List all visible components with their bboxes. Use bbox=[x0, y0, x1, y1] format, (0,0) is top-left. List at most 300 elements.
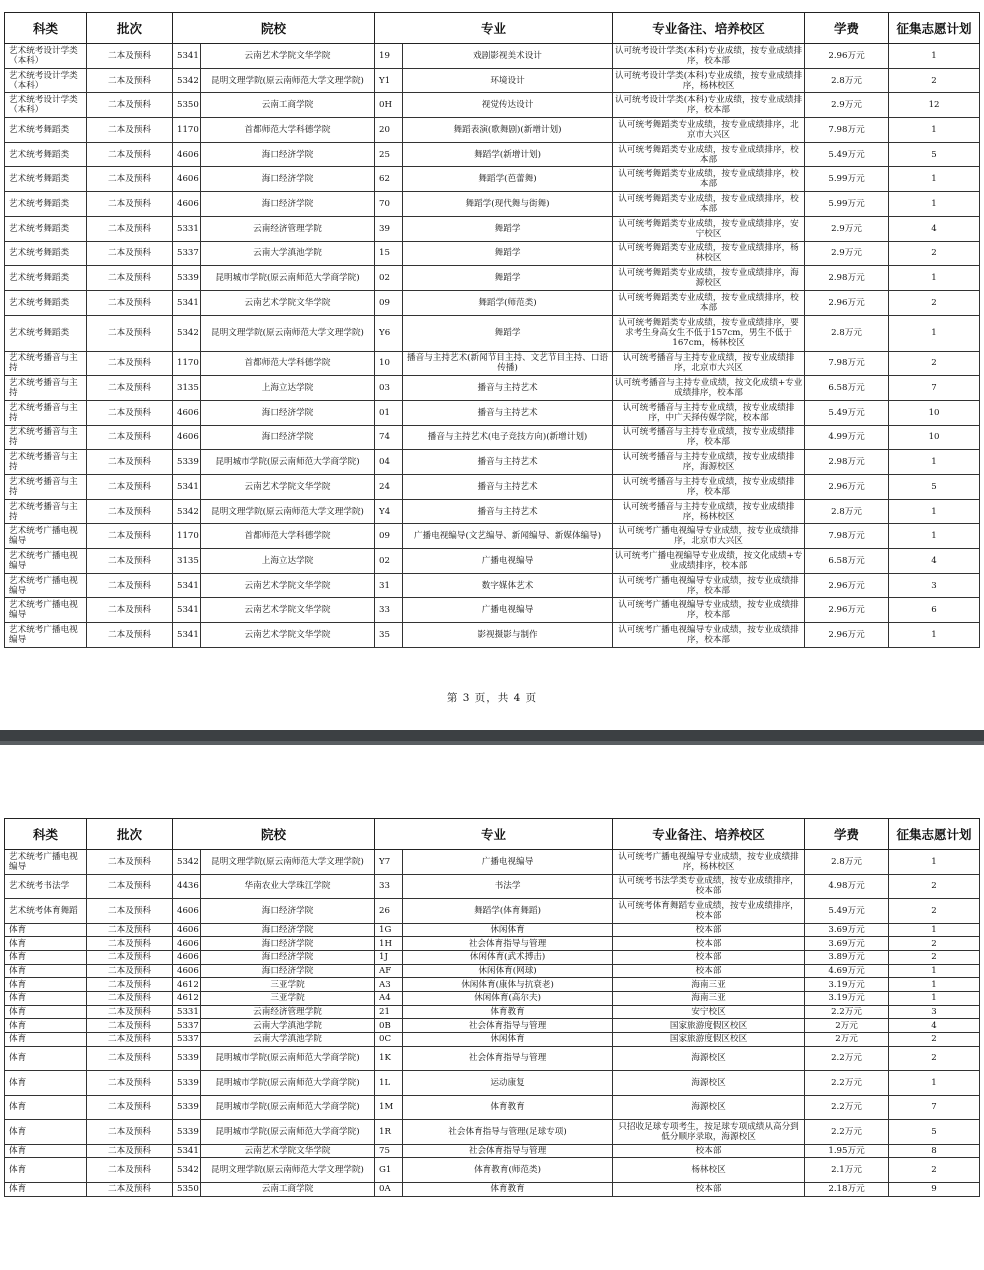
school-code-cell: 5341 bbox=[173, 598, 201, 623]
table-row bbox=[5, 44, 980, 69]
school-name-cell: 昆明城市学院(原云南师范大学商学院) bbox=[201, 1071, 375, 1096]
school-code-cell: 5339 bbox=[173, 1120, 201, 1145]
batch-cell: 二本及预科 bbox=[87, 1182, 173, 1196]
batch-cell: 二本及预科 bbox=[87, 1095, 173, 1120]
note-cell: 认可统考舞蹈类专业成绩，按专业成绩排序，校本部 bbox=[613, 192, 805, 217]
school-code-cell: 5341 bbox=[173, 290, 201, 315]
header-note: 专业备注、培养校区 bbox=[613, 13, 805, 44]
school-name-cell: 首都师范大学科德学院 bbox=[201, 524, 375, 549]
major-code-cell: 10 bbox=[375, 351, 403, 376]
school-name-cell: 海口经济学院 bbox=[201, 167, 375, 192]
batch-cell: 二本及预科 bbox=[87, 118, 173, 143]
table-row bbox=[5, 425, 980, 450]
major-code-cell: 1R bbox=[375, 1120, 403, 1145]
note-cell: 认可统考设计学类(本科)专业成绩，按专业成绩排序，校本部 bbox=[613, 93, 805, 118]
fee-cell: 2.96万元 bbox=[805, 623, 889, 648]
school-code-cell: 5339 bbox=[173, 266, 201, 291]
batch-cell: 二本及预科 bbox=[87, 142, 173, 167]
school-name-cell: 云南艺术学院文华学院 bbox=[201, 1144, 375, 1158]
major-name-cell: 舞蹈学 bbox=[403, 216, 613, 241]
plan-cell: 2 bbox=[889, 1033, 980, 1047]
major-code-cell: 75 bbox=[375, 1144, 403, 1158]
plan-cell: 5 bbox=[889, 142, 980, 167]
fee-cell: 3.19万元 bbox=[805, 978, 889, 992]
table-row bbox=[5, 573, 980, 598]
school-name-cell: 华南农业大学珠江学院 bbox=[201, 874, 375, 899]
table-row bbox=[5, 549, 980, 574]
plan-cell: 7 bbox=[889, 1095, 980, 1120]
major-name-cell: 舞蹈学(现代舞与街舞) bbox=[403, 192, 613, 217]
table-row bbox=[5, 1005, 980, 1019]
table-row bbox=[5, 192, 980, 217]
note-cell: 认可统考舞蹈类专业成绩，按专业成绩排序，杨林校区 bbox=[613, 241, 805, 266]
school-name-cell: 云南艺术学院文华学院 bbox=[201, 290, 375, 315]
batch-cell: 二本及预科 bbox=[87, 216, 173, 241]
school-name-cell: 云南经济管理学院 bbox=[201, 216, 375, 241]
note-cell: 校本部 bbox=[613, 923, 805, 937]
subject-cell: 艺术统考广播电视编导 bbox=[5, 549, 87, 574]
batch-cell: 二本及预科 bbox=[87, 450, 173, 475]
table-row bbox=[5, 524, 980, 549]
header-fee: 学费 bbox=[805, 13, 889, 44]
school-name-cell: 首都师范大学科德学院 bbox=[201, 118, 375, 143]
fee-cell: 2.96万元 bbox=[805, 475, 889, 500]
major-name-cell: 播音与主持艺术 bbox=[403, 499, 613, 524]
major-name-cell: 休闲体育 bbox=[403, 1033, 613, 1047]
plan-cell: 2 bbox=[889, 290, 980, 315]
major-name-cell: 体育教育 bbox=[403, 1095, 613, 1120]
subject-cell: 体育 bbox=[5, 1144, 87, 1158]
school-code-cell: 4606 bbox=[173, 899, 201, 924]
school-code-cell: 4606 bbox=[173, 950, 201, 964]
batch-cell: 二本及预科 bbox=[87, 266, 173, 291]
fee-cell: 2.96万元 bbox=[805, 44, 889, 69]
major-name-cell: 舞蹈学(体育舞蹈) bbox=[403, 899, 613, 924]
school-name-cell: 海口经济学院 bbox=[201, 899, 375, 924]
batch-cell: 二本及预科 bbox=[87, 950, 173, 964]
subject-cell: 艺术统考舞蹈类 bbox=[5, 167, 87, 192]
table-row bbox=[5, 923, 980, 937]
fee-cell: 7.98万元 bbox=[805, 524, 889, 549]
table-row bbox=[5, 964, 980, 978]
note-cell: 认可统考舞蹈类专业成绩，按专业成绩排序，安宁校区 bbox=[613, 216, 805, 241]
major-name-cell: 广播电视编导 bbox=[403, 549, 613, 574]
header-subject: 科类 bbox=[5, 819, 87, 850]
major-name-cell: 社会体育指导与管理 bbox=[403, 1046, 613, 1071]
plan-cell: 2 bbox=[889, 899, 980, 924]
note-cell: 认可统考设计学类(本科)专业成绩，按专业成绩排序，杨林校区 bbox=[613, 68, 805, 93]
school-code-cell: 4606 bbox=[173, 923, 201, 937]
school-code-cell: 5339 bbox=[173, 1071, 201, 1096]
fee-cell: 6.58万元 bbox=[805, 376, 889, 401]
school-code-cell: 5350 bbox=[173, 1182, 201, 1196]
plan-cell: 1 bbox=[889, 991, 980, 1005]
subject-cell: 体育 bbox=[5, 1033, 87, 1047]
major-code-cell: 0H bbox=[375, 93, 403, 118]
plan-cell: 1 bbox=[889, 499, 980, 524]
note-cell: 认可统考播音与主持专业成绩，按专业成绩排序，北京市大兴区 bbox=[613, 351, 805, 376]
school-name-cell: 三亚学院 bbox=[201, 978, 375, 992]
note-cell: 认可统考舞蹈类专业成绩，按专业成绩排序，海源校区 bbox=[613, 266, 805, 291]
major-code-cell: 74 bbox=[375, 425, 403, 450]
major-name-cell: 舞蹈学 bbox=[403, 241, 613, 266]
batch-cell: 二本及预科 bbox=[87, 937, 173, 951]
subject-cell: 艺术统考播音与主持 bbox=[5, 400, 87, 425]
subject-cell: 艺术统考广播电视编导 bbox=[5, 850, 87, 875]
subject-cell: 艺术统考舞蹈类 bbox=[5, 118, 87, 143]
fee-cell: 7.98万元 bbox=[805, 118, 889, 143]
note-cell: 认可统考舞蹈类专业成绩，按专业成绩排序，要求考生身高女生不低于157cm，男生不低于167cm，杨林校区 bbox=[613, 315, 805, 351]
plan-cell: 1 bbox=[889, 167, 980, 192]
fee-cell: 2.96万元 bbox=[805, 290, 889, 315]
table-row bbox=[5, 1046, 980, 1071]
plan-cell: 1 bbox=[889, 192, 980, 217]
school-code-cell: 5339 bbox=[173, 450, 201, 475]
major-name-cell: 戏剧影视美术设计 bbox=[403, 44, 613, 69]
batch-cell: 二本及预科 bbox=[87, 1046, 173, 1071]
major-name-cell: 休闲体育(康体与抗衰老) bbox=[403, 978, 613, 992]
table-row bbox=[5, 950, 980, 964]
major-code-cell: 02 bbox=[375, 549, 403, 574]
note-cell: 安宁校区 bbox=[613, 1005, 805, 1019]
school-code-cell: 4606 bbox=[173, 964, 201, 978]
table-row bbox=[5, 450, 980, 475]
table-row bbox=[5, 68, 980, 93]
school-code-cell: 5337 bbox=[173, 241, 201, 266]
major-code-cell: A4 bbox=[375, 991, 403, 1005]
major-code-cell: 02 bbox=[375, 266, 403, 291]
major-code-cell: 33 bbox=[375, 874, 403, 899]
subject-cell: 艺术统考舞蹈类 bbox=[5, 315, 87, 351]
batch-cell: 二本及预科 bbox=[87, 573, 173, 598]
school-code-cell: 5341 bbox=[173, 573, 201, 598]
page-number: 第 3 页，共 4 页 bbox=[446, 692, 538, 704]
plan-cell: 4 bbox=[889, 1019, 980, 1033]
plan-cell: 1 bbox=[889, 118, 980, 143]
school-code-cell: 5341 bbox=[173, 475, 201, 500]
plan-cell: 10 bbox=[889, 400, 980, 425]
major-name-cell: 影视摄影与制作 bbox=[403, 623, 613, 648]
table-row bbox=[5, 899, 980, 924]
school-name-cell: 昆明城市学院(原云南师范大学商学院) bbox=[201, 450, 375, 475]
fee-cell: 2.2万元 bbox=[805, 1005, 889, 1019]
school-name-cell: 首都师范大学科德学院 bbox=[201, 351, 375, 376]
major-code-cell: 0A bbox=[375, 1182, 403, 1196]
plan-cell: 3 bbox=[889, 1005, 980, 1019]
major-name-cell: 运动康复 bbox=[403, 1071, 613, 1096]
header-plan: 征集志愿计划 bbox=[889, 819, 980, 850]
school-name-cell: 云南工商学院 bbox=[201, 93, 375, 118]
table-row bbox=[5, 937, 980, 951]
major-name-cell: 播音与主持艺术 bbox=[403, 450, 613, 475]
fee-cell: 2.98万元 bbox=[805, 450, 889, 475]
subject-cell: 艺术统考广播电视编导 bbox=[5, 524, 87, 549]
major-name-cell: 数字媒体艺术 bbox=[403, 573, 613, 598]
fee-cell: 4.98万元 bbox=[805, 874, 889, 899]
table-header-row bbox=[5, 13, 980, 44]
subject-cell: 艺术统考舞蹈类 bbox=[5, 216, 87, 241]
school-code-cell: 4436 bbox=[173, 874, 201, 899]
subject-cell: 艺术统考播音与主持 bbox=[5, 376, 87, 401]
major-code-cell: 26 bbox=[375, 899, 403, 924]
major-code-cell: 0C bbox=[375, 1033, 403, 1047]
school-name-cell: 昆明文理学院(原云南师范大学文理学院) bbox=[201, 68, 375, 93]
fee-cell: 5.99万元 bbox=[805, 167, 889, 192]
major-code-cell: 39 bbox=[375, 216, 403, 241]
major-code-cell: 1K bbox=[375, 1046, 403, 1071]
fee-cell: 5.49万元 bbox=[805, 400, 889, 425]
plan-cell: 5 bbox=[889, 1120, 980, 1145]
major-name-cell: 广播电视编导 bbox=[403, 598, 613, 623]
table-row bbox=[5, 1158, 980, 1183]
batch-cell: 二本及预科 bbox=[87, 499, 173, 524]
batch-cell: 二本及预科 bbox=[87, 425, 173, 450]
subject-cell: 体育 bbox=[5, 937, 87, 951]
school-code-cell: 5331 bbox=[173, 216, 201, 241]
batch-cell: 二本及预科 bbox=[87, 1033, 173, 1047]
major-name-cell: 广播电视编导(文艺编导、新闻编导、新媒体编导) bbox=[403, 524, 613, 549]
school-code-cell: 5339 bbox=[173, 1046, 201, 1071]
table-row bbox=[5, 850, 980, 875]
fee-cell: 2.2万元 bbox=[805, 1095, 889, 1120]
major-code-cell: 24 bbox=[375, 475, 403, 500]
fee-cell: 2.98万元 bbox=[805, 266, 889, 291]
subject-cell: 艺术统考播音与主持 bbox=[5, 475, 87, 500]
school-name-cell: 海口经济学院 bbox=[201, 964, 375, 978]
school-code-cell: 5342 bbox=[173, 315, 201, 351]
major-name-cell: 休闲体育(武术搏击) bbox=[403, 950, 613, 964]
major-code-cell: A3 bbox=[375, 978, 403, 992]
major-code-cell: Y6 bbox=[375, 315, 403, 351]
subject-cell: 体育 bbox=[5, 950, 87, 964]
plan-cell: 2 bbox=[889, 241, 980, 266]
fee-cell: 5.99万元 bbox=[805, 192, 889, 217]
note-cell: 校本部 bbox=[613, 1182, 805, 1196]
note-cell: 认可统考书法学类专业成绩，按专业成绩排序，校本部 bbox=[613, 874, 805, 899]
fee-cell: 2.9万元 bbox=[805, 93, 889, 118]
plan-cell: 1 bbox=[889, 923, 980, 937]
header-major: 专业 bbox=[375, 13, 613, 44]
fee-cell: 2.8万元 bbox=[805, 315, 889, 351]
school-code-cell: 4606 bbox=[173, 142, 201, 167]
header-subject: 科类 bbox=[5, 13, 87, 44]
subject-cell: 体育 bbox=[5, 1095, 87, 1120]
fee-cell: 3.69万元 bbox=[805, 937, 889, 951]
fee-cell: 1.95万元 bbox=[805, 1144, 889, 1158]
major-code-cell: 20 bbox=[375, 118, 403, 143]
major-name-cell: 舞蹈学 bbox=[403, 315, 613, 351]
school-name-cell: 昆明文理学院(原云南师范大学文理学院) bbox=[201, 850, 375, 875]
major-code-cell: 1H bbox=[375, 937, 403, 951]
plan-cell: 1 bbox=[889, 850, 980, 875]
note-cell: 校本部 bbox=[613, 964, 805, 978]
table-row bbox=[5, 1019, 980, 1033]
school-name-cell: 海口经济学院 bbox=[201, 192, 375, 217]
table-row bbox=[5, 142, 980, 167]
batch-cell: 二本及预科 bbox=[87, 1005, 173, 1019]
school-name-cell: 三亚学院 bbox=[201, 991, 375, 1005]
major-code-cell: Y7 bbox=[375, 850, 403, 875]
school-name-cell: 海口经济学院 bbox=[201, 142, 375, 167]
subject-cell: 艺术统考舞蹈类 bbox=[5, 192, 87, 217]
fee-cell: 2.9万元 bbox=[805, 241, 889, 266]
school-code-cell: 5350 bbox=[173, 93, 201, 118]
subject-cell: 体育 bbox=[5, 923, 87, 937]
note-cell: 认可统考舞蹈类专业成绩，按专业成绩排序，校本部 bbox=[613, 167, 805, 192]
major-name-cell: 休闲体育(网球) bbox=[403, 964, 613, 978]
major-code-cell: 1G bbox=[375, 923, 403, 937]
major-code-cell: 1L bbox=[375, 1071, 403, 1096]
batch-cell: 二本及预科 bbox=[87, 400, 173, 425]
table-row bbox=[5, 1095, 980, 1120]
note-cell: 认可统考广播电视编导专业成绩，按专业成绩排序，校本部 bbox=[613, 623, 805, 648]
subject-cell: 体育 bbox=[5, 991, 87, 1005]
major-name-cell: 社会体育指导与管理 bbox=[403, 937, 613, 951]
table-row bbox=[5, 118, 980, 143]
table-row bbox=[5, 1033, 980, 1047]
note-cell: 认可统考广播电视编导专业成绩，按专业成绩排序，校本部 bbox=[613, 598, 805, 623]
plan-cell: 9 bbox=[889, 1182, 980, 1196]
header-plan: 征集志愿计划 bbox=[889, 13, 980, 44]
header-school: 院校 bbox=[173, 13, 375, 44]
fee-cell: 2.8万元 bbox=[805, 850, 889, 875]
major-code-cell: 31 bbox=[375, 573, 403, 598]
admission-plan-table-page-4 bbox=[4, 818, 980, 1197]
school-code-cell: 5342 bbox=[173, 499, 201, 524]
batch-cell: 二本及预科 bbox=[87, 923, 173, 937]
note-cell: 国家旅游度假区校区 bbox=[613, 1019, 805, 1033]
batch-cell: 二本及预科 bbox=[87, 850, 173, 875]
school-name-cell: 上海立达学院 bbox=[201, 376, 375, 401]
school-code-cell: 5342 bbox=[173, 68, 201, 93]
plan-cell: 2 bbox=[889, 937, 980, 951]
batch-cell: 二本及预科 bbox=[87, 874, 173, 899]
fee-cell: 5.49万元 bbox=[805, 142, 889, 167]
major-code-cell: 15 bbox=[375, 241, 403, 266]
admission-plan-table-page-3 bbox=[4, 12, 980, 648]
major-name-cell: 书法学 bbox=[403, 874, 613, 899]
note-cell: 认可统考广播电视编导专业成绩，按文化成绩+专业成绩排序，校本部 bbox=[613, 549, 805, 574]
major-code-cell: Y1 bbox=[375, 68, 403, 93]
plan-cell: 1 bbox=[889, 524, 980, 549]
school-name-cell: 昆明城市学院(原云南师范大学商学院) bbox=[201, 1095, 375, 1120]
major-name-cell: 社会体育指导与管理 bbox=[403, 1144, 613, 1158]
note-cell: 认可统考播音与主持专业成绩，按文化成绩+专业成绩排序，校本部 bbox=[613, 376, 805, 401]
table-row bbox=[5, 978, 980, 992]
header-fee: 学费 bbox=[805, 819, 889, 850]
major-name-cell: 休闲体育(高尔夫) bbox=[403, 991, 613, 1005]
school-name-cell: 昆明文理学院(原云南师范大学文理学院) bbox=[201, 499, 375, 524]
batch-cell: 二本及预科 bbox=[87, 44, 173, 69]
plan-cell: 4 bbox=[889, 549, 980, 574]
school-name-cell: 云南艺术学院文华学院 bbox=[201, 573, 375, 598]
header-note: 专业备注、培养校区 bbox=[613, 819, 805, 850]
major-name-cell: 播音与主持艺术 bbox=[403, 475, 613, 500]
major-name-cell: 播音与主持艺术(新闻节目主持、文艺节目主持、口语传播) bbox=[403, 351, 613, 376]
fee-cell: 2.18万元 bbox=[805, 1182, 889, 1196]
fee-cell: 4.69万元 bbox=[805, 964, 889, 978]
batch-cell: 二本及预科 bbox=[87, 93, 173, 118]
plan-cell: 1 bbox=[889, 1071, 980, 1096]
plan-cell: 1 bbox=[889, 44, 980, 69]
subject-cell: 体育 bbox=[5, 1019, 87, 1033]
fee-cell: 2.8万元 bbox=[805, 68, 889, 93]
major-code-cell: Y4 bbox=[375, 499, 403, 524]
school-code-cell: 5337 bbox=[173, 1019, 201, 1033]
plan-cell: 4 bbox=[889, 216, 980, 241]
major-code-cell: 35 bbox=[375, 623, 403, 648]
subject-cell: 艺术统考舞蹈类 bbox=[5, 142, 87, 167]
subject-cell: 艺术统考播音与主持 bbox=[5, 499, 87, 524]
fee-cell: 7.98万元 bbox=[805, 351, 889, 376]
plan-cell: 2 bbox=[889, 950, 980, 964]
fee-cell: 2.1万元 bbox=[805, 1158, 889, 1183]
batch-cell: 二本及预科 bbox=[87, 1158, 173, 1183]
batch-cell: 二本及预科 bbox=[87, 623, 173, 648]
note-cell: 认可统考舞蹈类专业成绩，按专业成绩排序，校本部 bbox=[613, 290, 805, 315]
school-code-cell: 3135 bbox=[173, 376, 201, 401]
major-name-cell: 视觉传达设计 bbox=[403, 93, 613, 118]
major-code-cell: 1M bbox=[375, 1095, 403, 1120]
note-cell: 认可统考播音与主持专业成绩，按专业成绩排序，中广天择传媒学院，校本部 bbox=[613, 400, 805, 425]
school-code-cell: 1170 bbox=[173, 524, 201, 549]
school-code-cell: 1170 bbox=[173, 118, 201, 143]
batch-cell: 二本及预科 bbox=[87, 1144, 173, 1158]
note-cell: 海南三亚 bbox=[613, 978, 805, 992]
page-separator bbox=[0, 730, 984, 745]
school-code-cell: 5337 bbox=[173, 1033, 201, 1047]
fee-cell: 2.96万元 bbox=[805, 573, 889, 598]
subject-cell: 艺术统考体育舞蹈 bbox=[5, 899, 87, 924]
header-major: 专业 bbox=[375, 819, 613, 850]
fee-cell: 2.2万元 bbox=[805, 1071, 889, 1096]
batch-cell: 二本及预科 bbox=[87, 68, 173, 93]
major-code-cell: 09 bbox=[375, 524, 403, 549]
subject-cell: 艺术统考播音与主持 bbox=[5, 425, 87, 450]
plan-cell: 2 bbox=[889, 1158, 980, 1183]
note-cell: 认可统考播音与主持专业成绩，按专业成绩排序，杨林校区 bbox=[613, 499, 805, 524]
school-name-cell: 上海立达学院 bbox=[201, 549, 375, 574]
batch-cell: 二本及预科 bbox=[87, 167, 173, 192]
subject-cell: 艺术统考舞蹈类 bbox=[5, 290, 87, 315]
batch-cell: 二本及预科 bbox=[87, 524, 173, 549]
major-code-cell: 25 bbox=[375, 142, 403, 167]
note-cell: 国家旅游度假区校区 bbox=[613, 1033, 805, 1047]
fee-cell: 6.58万元 bbox=[805, 549, 889, 574]
fee-cell: 2.8万元 bbox=[805, 499, 889, 524]
batch-cell: 二本及预科 bbox=[87, 241, 173, 266]
school-name-cell: 昆明文理学院(原云南师范大学文理学院) bbox=[201, 315, 375, 351]
school-name-cell: 云南大学滇池学院 bbox=[201, 241, 375, 266]
school-code-cell: 5341 bbox=[173, 44, 201, 69]
school-code-cell: 5341 bbox=[173, 623, 201, 648]
plan-cell: 2 bbox=[889, 874, 980, 899]
subject-cell: 艺术统考广播电视编导 bbox=[5, 598, 87, 623]
batch-cell: 二本及预科 bbox=[87, 964, 173, 978]
note-cell: 认可统考播音与主持专业成绩，按专业成绩排序，海源校区 bbox=[613, 450, 805, 475]
table-row bbox=[5, 499, 980, 524]
subject-cell: 体育 bbox=[5, 1182, 87, 1196]
table-row bbox=[5, 266, 980, 291]
plan-cell: 2 bbox=[889, 351, 980, 376]
table-row bbox=[5, 1120, 980, 1145]
batch-cell: 二本及预科 bbox=[87, 376, 173, 401]
major-code-cell: 19 bbox=[375, 44, 403, 69]
table-row bbox=[5, 167, 980, 192]
major-name-cell: 社会体育指导与管理(足球专项) bbox=[403, 1120, 613, 1145]
plan-cell: 5 bbox=[889, 475, 980, 500]
header-batch: 批次 bbox=[87, 819, 173, 850]
